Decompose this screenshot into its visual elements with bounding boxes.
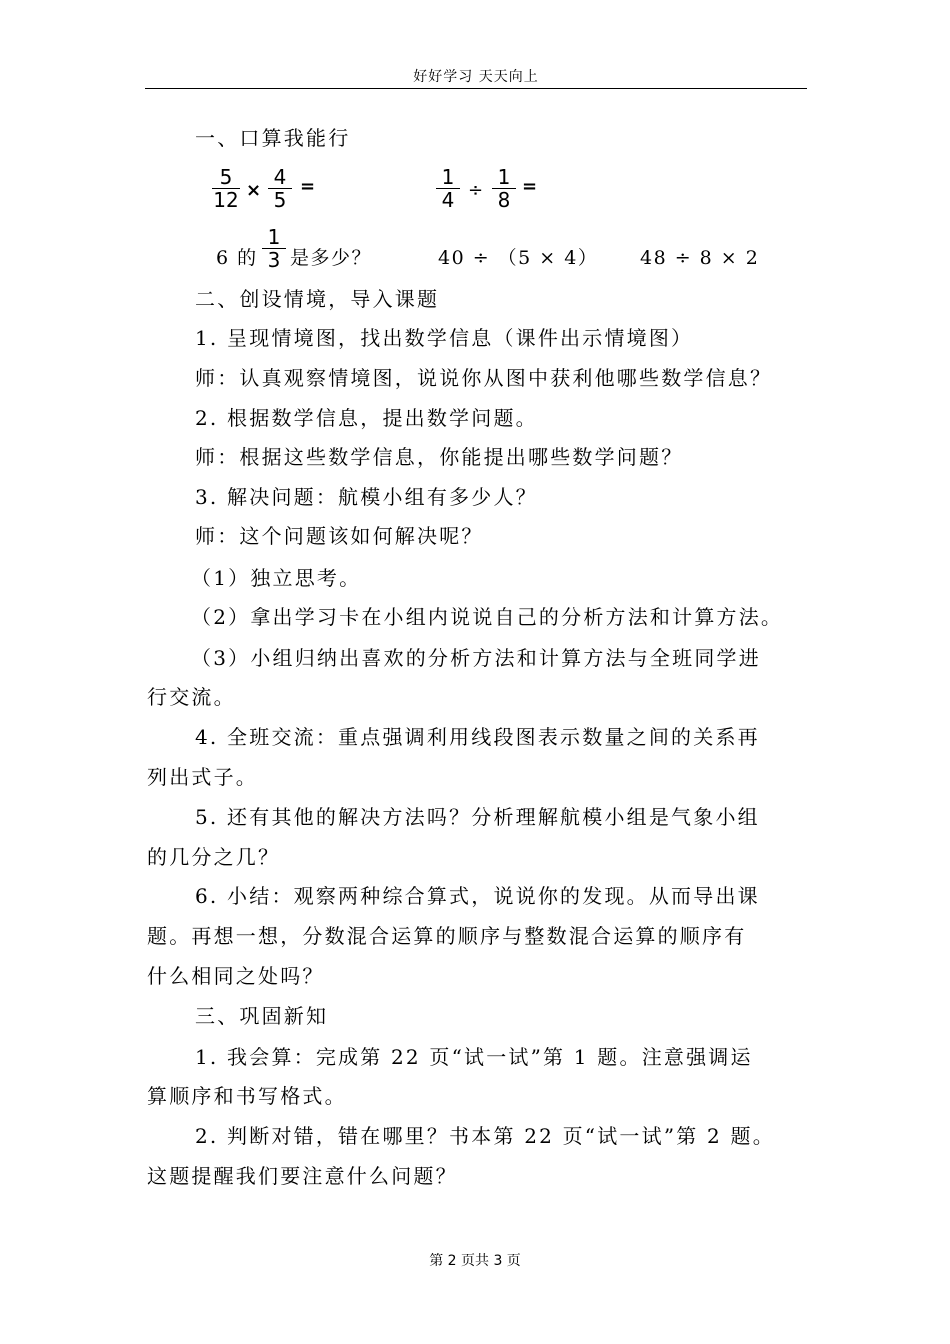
paragraph-line: 师：这个问题该如何解决呢？ — [195, 524, 484, 548]
fraction — [268, 166, 292, 211]
multiply-sign: × — [246, 180, 262, 201]
denominator: 8 — [497, 188, 511, 212]
paragraph-line: 这题提醒我们要注意什么问题？ — [147, 1164, 458, 1188]
denominator: 3 — [267, 248, 281, 272]
paragraph-line: （3）小组归纳出喜欢的分析方法和计算方法与全班同学进 — [191, 646, 761, 670]
fraction — [492, 166, 516, 211]
denominator: 5 — [273, 188, 287, 212]
paragraph-line: 1. 呈现情境图，找出数学信息（课件出示情境图） — [195, 326, 694, 350]
numerator: 4 — [273, 165, 287, 189]
expression: 40 ÷ （5 × 4） — [438, 247, 599, 269]
denominator: 12 — [213, 188, 239, 212]
denominator: 4 — [441, 188, 455, 212]
paragraph-line: 算顺序和书写格式。 — [147, 1084, 347, 1108]
paragraph-line: （2）拿出学习卡在小组内说说自己的分析方法和计算方法。 — [191, 605, 784, 629]
page-header: 好好学习 天天向上 — [413, 69, 539, 85]
paragraph-line: 4. 全班交流：重点强调利用线段图表示数量之间的关系再 — [195, 725, 760, 749]
paragraph-line: 列出式子。 — [147, 765, 258, 789]
fraction — [212, 166, 240, 211]
section-title: 二、创设情境，导入课题 — [195, 287, 440, 311]
paragraph-line: 行交流。 — [147, 685, 236, 709]
paragraph-line: 什么相同之处吗？ — [147, 964, 325, 988]
paragraph-line: 6. 小结：观察两种综合算式，说说你的发现。从而导出课 — [195, 884, 760, 908]
question-suffix: 是多少？ — [290, 247, 373, 269]
paragraph-line: 的几分之几？ — [147, 845, 281, 869]
equals-sign: = — [522, 176, 538, 197]
equals-sign: = — [300, 176, 316, 197]
question-prefix: 6 的 — [216, 247, 258, 269]
section-title: 一、口算我能行 — [195, 126, 351, 150]
paragraph-line: 2. 根据数学信息，提出数学问题。 — [195, 406, 538, 430]
page-footer: 第 2 页共 3 页 — [429, 1253, 521, 1269]
divide-sign: ÷ — [468, 180, 484, 201]
paragraph-line: 师：认真观察情境图，说说你从图中获利他哪些数学信息？ — [195, 366, 773, 390]
paragraph-line: （1）独立思考。 — [191, 566, 362, 590]
numerator: 5 — [219, 165, 233, 189]
fraction — [262, 226, 286, 271]
expression: 48 ÷ 8 × 2 — [640, 247, 760, 269]
fraction — [436, 166, 460, 211]
numerator: 1 — [441, 165, 455, 189]
paragraph-line: 题。再想一想，分数混合运算的顺序与整数混合运算的顺序有 — [147, 924, 747, 948]
section-title: 三、巩固新知 — [195, 1004, 329, 1028]
paragraph-line: 3. 解决问题：航模小组有多少人？ — [195, 485, 538, 509]
header-rule — [145, 88, 807, 89]
paragraph-line: 2. 判断对错，错在哪里？书本第 22 页“试一试”第 2 题。 — [195, 1124, 775, 1148]
paragraph-line: 1. 我会算：完成第 22 页“试一试”第 1 题。注意强调运 — [195, 1045, 753, 1069]
paragraph-line: 5. 还有其他的解决方法吗？分析理解航模小组是气象小组 — [195, 805, 760, 829]
numerator: 1 — [497, 165, 511, 189]
paragraph-line: 师：根据这些数学信息，你能提出哪些数学问题？ — [195, 445, 684, 469]
numerator: 1 — [267, 225, 281, 249]
